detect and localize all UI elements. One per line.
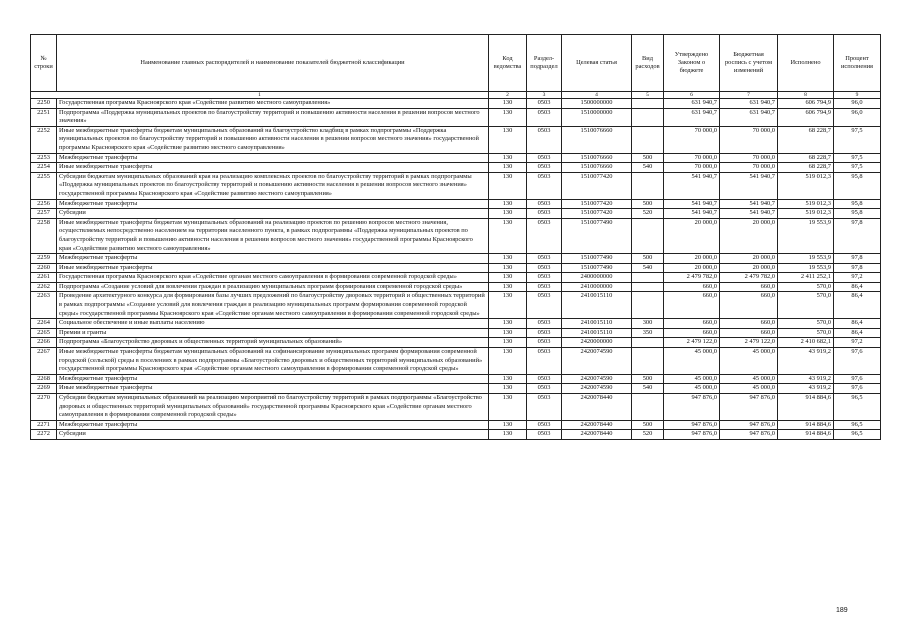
target-article: 1510076660: [562, 126, 632, 153]
table-row: [31, 338, 881, 348]
department-code: 130: [489, 99, 527, 109]
department-code: 130: [489, 394, 527, 421]
table-row: [31, 319, 881, 329]
table-row: [31, 273, 881, 283]
execution-percent: 97,8: [834, 254, 881, 264]
row-number: 2269: [31, 384, 57, 394]
section-code: 0503: [527, 394, 562, 421]
execution-percent: 95,8: [834, 199, 881, 209]
execution-percent: 97,8: [834, 218, 881, 253]
section-code: 0503: [527, 172, 562, 199]
execution-percent: 96,0: [834, 99, 881, 109]
expense-kind: 500: [632, 153, 664, 163]
header-schedule: Бюджетная роспись с учетом изменений: [720, 35, 778, 92]
schedule-amount: 660,0: [720, 328, 778, 338]
schedule-amount: 20 000,0: [720, 263, 778, 273]
schedule-amount: 20 000,0: [720, 254, 778, 264]
column-number: 3: [527, 92, 562, 99]
executed-amount: 19 553,9: [778, 263, 834, 273]
approved-amount: 20 000,0: [664, 263, 720, 273]
executed-amount: 570,0: [778, 292, 834, 319]
target-article: 2410000000: [562, 282, 632, 292]
execution-percent: 97,2: [834, 338, 881, 348]
table-row: [31, 199, 881, 209]
row-number: 2267: [31, 348, 57, 375]
approved-amount: 45 000,0: [664, 384, 720, 394]
target-article: 2420078440: [562, 394, 632, 421]
executed-amount: 519 012,3: [778, 209, 834, 219]
execution-percent: 86,4: [834, 292, 881, 319]
table-row: [31, 394, 881, 421]
row-name: Субсидии: [57, 430, 489, 440]
expense-kind: 500: [632, 420, 664, 430]
department-code: 130: [489, 348, 527, 375]
column-number-row: [31, 92, 881, 99]
approved-amount: 20 000,0: [664, 218, 720, 253]
schedule-amount: 631 940,7: [720, 108, 778, 126]
execution-percent: 97,5: [834, 163, 881, 173]
approved-amount: 20 000,0: [664, 254, 720, 264]
target-article: 2410015110: [562, 292, 632, 319]
header-percent: Процент исполнения: [834, 35, 881, 92]
row-name: Межбюджетные трансферты: [57, 199, 489, 209]
execution-percent: 86,4: [834, 328, 881, 338]
target-article: 1510077420: [562, 199, 632, 209]
row-name: Иные межбюджетные трансферты бюджетам муниципальных образований на благоустройство кладбищ в рамках подпрограммы «Поддержка муниципальных проектов по благоустройству территорий и повышению активности населения в решении вопросов местного значения» государственной программы Красноярского края «Содействие развитию местного самоуправления»: [57, 126, 489, 153]
row-name: Иные межбюджетные трансферты: [57, 384, 489, 394]
table-row: [31, 99, 881, 109]
section-code: 0503: [527, 209, 562, 219]
target-article: 1510077490: [562, 254, 632, 264]
approved-amount: 541 940,7: [664, 209, 720, 219]
column-number: 7: [720, 92, 778, 99]
expense-kind: 500: [632, 254, 664, 264]
schedule-amount: 2 479 782,0: [720, 273, 778, 283]
table-row: [31, 282, 881, 292]
row-number: 2255: [31, 172, 57, 199]
schedule-amount: 45 000,0: [720, 348, 778, 375]
column-number: 1: [31, 92, 489, 99]
row-name: Межбюджетные трансферты: [57, 374, 489, 384]
execution-percent: 97,6: [834, 384, 881, 394]
department-code: 130: [489, 319, 527, 329]
section-code: 0503: [527, 126, 562, 153]
approved-amount: 541 940,7: [664, 199, 720, 209]
execution-percent: 97,6: [834, 348, 881, 375]
section-code: 0503: [527, 254, 562, 264]
expense-kind: [632, 172, 664, 199]
expense-kind: [632, 99, 664, 109]
section-code: 0503: [527, 430, 562, 440]
schedule-amount: 541 940,7: [720, 199, 778, 209]
row-name: Иные межбюджетные трансферты: [57, 263, 489, 273]
row-name: Премии и гранты: [57, 328, 489, 338]
expense-kind: 300: [632, 319, 664, 329]
section-code: 0503: [527, 273, 562, 283]
row-number: 2258: [31, 218, 57, 253]
header-row: [31, 35, 881, 92]
approved-amount: 660,0: [664, 282, 720, 292]
department-code: 130: [489, 374, 527, 384]
table-row: [31, 254, 881, 264]
row-name: Государственная программа Красноярского края «Содействие органам местного самоуправления в формировании современной городской среды»: [57, 273, 489, 283]
execution-percent: 86,4: [834, 282, 881, 292]
expense-kind: 540: [632, 263, 664, 273]
section-code: 0503: [527, 99, 562, 109]
row-name: Проведение архитектурного конкурса для формирования базы лучших предложений по благоустройству дворовых территорий и общественных территорий в рамках подпрограммы «Создание условий для вовлечения граждан в реализацию муниципальных программ формирования современной городской среды» государственной программы Красноярского края «Содействие органам местного самоуправления в формировании современной городской среды»: [57, 292, 489, 319]
executed-amount: 19 553,9: [778, 254, 834, 264]
schedule-amount: 947 876,0: [720, 394, 778, 421]
schedule-amount: 631 940,7: [720, 99, 778, 109]
execution-percent: 97,8: [834, 263, 881, 273]
department-code: 130: [489, 172, 527, 199]
approved-amount: 631 940,7: [664, 99, 720, 109]
approved-amount: 947 876,0: [664, 420, 720, 430]
execution-percent: 97,6: [834, 374, 881, 384]
department-code: 130: [489, 199, 527, 209]
table-row: [31, 263, 881, 273]
table-row: [31, 430, 881, 440]
section-code: 0503: [527, 282, 562, 292]
section-code: 0503: [527, 153, 562, 163]
schedule-amount: 660,0: [720, 292, 778, 319]
target-article: 2420078440: [562, 420, 632, 430]
row-number: 2261: [31, 273, 57, 283]
row-number: 2266: [31, 338, 57, 348]
row-number: 2253: [31, 153, 57, 163]
target-article: 1500000000: [562, 99, 632, 109]
executed-amount: 19 553,9: [778, 218, 834, 253]
section-code: 0503: [527, 163, 562, 173]
column-number: 9: [834, 92, 881, 99]
row-name: Государственная программа Красноярского края «Содействие развитию местного самоуправления»: [57, 99, 489, 109]
schedule-amount: 2 479 122,0: [720, 338, 778, 348]
execution-percent: 97,5: [834, 153, 881, 163]
approved-amount: 70 000,0: [664, 163, 720, 173]
column-number: 6: [664, 92, 720, 99]
target-article: 2420074590: [562, 374, 632, 384]
expense-kind: [632, 126, 664, 153]
column-number: 8: [778, 92, 834, 99]
schedule-amount: 70 000,0: [720, 163, 778, 173]
department-code: 130: [489, 328, 527, 338]
approved-amount: 660,0: [664, 292, 720, 319]
row-number: 2252: [31, 126, 57, 153]
table-row: [31, 420, 881, 430]
department-code: 130: [489, 384, 527, 394]
schedule-amount: 947 876,0: [720, 420, 778, 430]
table-row: [31, 218, 881, 253]
expense-kind: 520: [632, 209, 664, 219]
column-number: 2: [489, 92, 527, 99]
row-number: 2262: [31, 282, 57, 292]
approved-amount: 45 000,0: [664, 374, 720, 384]
executed-amount: 43 919,2: [778, 348, 834, 375]
expense-kind: [632, 348, 664, 375]
executed-amount: 2 410 682,1: [778, 338, 834, 348]
target-article: 2420000000: [562, 338, 632, 348]
section-code: 0503: [527, 218, 562, 253]
executed-amount: 606 794,9: [778, 108, 834, 126]
row-number: 2260: [31, 263, 57, 273]
executed-amount: 68 228,7: [778, 153, 834, 163]
expense-kind: 520: [632, 430, 664, 440]
budget-execution-table: [30, 34, 881, 440]
row-name: Субсидии бюджетам муниципальных образований на реализацию мероприятий по благоустройству территорий в рамках подпрограммы «Благоустройство дворовых и общественных территорий муниципальных образований» государственной программы Красноярского края «Содействие органам местного самоуправления в формировании современной городской среды»: [57, 394, 489, 421]
table-row: [31, 384, 881, 394]
row-name: Межбюджетные трансферты: [57, 254, 489, 264]
expense-kind: [632, 338, 664, 348]
table-row: [31, 292, 881, 319]
executed-amount: 68 228,7: [778, 126, 834, 153]
section-code: 0503: [527, 319, 562, 329]
schedule-amount: 70 000,0: [720, 153, 778, 163]
page-number: 189: [836, 607, 848, 614]
executed-amount: 519 012,3: [778, 199, 834, 209]
target-article: 1510077420: [562, 172, 632, 199]
department-code: 130: [489, 292, 527, 319]
department-code: 130: [489, 420, 527, 430]
header-section: Раздел-подраздел: [527, 35, 562, 92]
table-row: [31, 209, 881, 219]
row-name: Субсидии бюджетам муниципальных образований края на реализацию комплексных проектов по благоустройству территорий в рамках подпрограммы «Поддержка муниципальных проектов по благоустройству территорий и повышению активности населения в решении вопросов местного значения» государственной программы Красноярского края «Содействие развитию местного самоуправления»: [57, 172, 489, 199]
schedule-amount: 70 000,0: [720, 126, 778, 153]
executed-amount: 570,0: [778, 319, 834, 329]
expense-kind: 500: [632, 199, 664, 209]
executed-amount: 570,0: [778, 282, 834, 292]
header-target-article: Целевая статья: [562, 35, 632, 92]
execution-percent: 95,8: [834, 172, 881, 199]
target-article: 1510076660: [562, 163, 632, 173]
table-row: [31, 348, 881, 375]
expense-kind: [632, 292, 664, 319]
header-expense-kind: Вид расходов: [632, 35, 664, 92]
department-code: 130: [489, 430, 527, 440]
approved-amount: 947 876,0: [664, 430, 720, 440]
row-name: Субсидии: [57, 209, 489, 219]
row-name: Иные межбюджетные трансферты бюджетам муниципальных образований на софинансирование муниципальных программ формирования современной городской (сельской) среды в поселениях в рамках подпрограммы «Благоустройство дворовых и общественных территорий муниципальных образований» государственной программы Красноярского края «Содействие органам местного самоуправления в формировании современной городской среды»: [57, 348, 489, 375]
executed-amount: 2 411 252,1: [778, 273, 834, 283]
row-number: 2270: [31, 394, 57, 421]
department-code: 130: [489, 263, 527, 273]
target-article: 2420074590: [562, 384, 632, 394]
executed-amount: 43 919,2: [778, 374, 834, 384]
section-code: 0503: [527, 384, 562, 394]
target-article: 2420078440: [562, 430, 632, 440]
row-number: 2250: [31, 99, 57, 109]
target-article: 1510000000: [562, 108, 632, 126]
executed-amount: 914 884,6: [778, 394, 834, 421]
header-department-code: Код ведомства: [489, 35, 527, 92]
section-code: 0503: [527, 328, 562, 338]
schedule-amount: 660,0: [720, 282, 778, 292]
row-number: 2272: [31, 430, 57, 440]
schedule-amount: 541 940,7: [720, 172, 778, 199]
row-name: Подпрограмма «Создание условий для вовлечения граждан в реализацию муниципальных программ формирования современной городской среды»: [57, 282, 489, 292]
execution-percent: 96,5: [834, 394, 881, 421]
schedule-amount: 541 940,7: [720, 209, 778, 219]
table-row: [31, 172, 881, 199]
target-article: 2410015110: [562, 319, 632, 329]
header-name: Наименование главных распорядителей и наименование показателей бюджетной классификации: [57, 35, 489, 92]
expense-kind: 350: [632, 328, 664, 338]
row-name: Иные межбюджетные трансферты бюджетам муниципальных образований на реализацию проектов по решению вопросов местного значения, осуществляемых непосредственно населением на территории населенного пункта, в рамках подпрограммы «Поддержка муниципальных проектов по благоустройству территорий и повышению активности населения в решении вопросов местного значения» государственной программы Красноярского края «Содействие развитию местного самоуправления»: [57, 218, 489, 253]
approved-amount: 70 000,0: [664, 153, 720, 163]
table-row: [31, 163, 881, 173]
approved-amount: 541 940,7: [664, 172, 720, 199]
table-row: [31, 328, 881, 338]
approved-amount: 2 479 782,0: [664, 273, 720, 283]
row-number: 2254: [31, 163, 57, 173]
executed-amount: 519 012,3: [778, 172, 834, 199]
department-code: 130: [489, 338, 527, 348]
executed-amount: 68 228,7: [778, 163, 834, 173]
section-code: 0503: [527, 292, 562, 319]
expense-kind: 500: [632, 374, 664, 384]
expense-kind: 540: [632, 384, 664, 394]
approved-amount: 660,0: [664, 319, 720, 329]
department-code: 130: [489, 209, 527, 219]
target-article: 2420074590: [562, 348, 632, 375]
target-article: 2400000000: [562, 273, 632, 283]
header-row-number: № строки: [31, 35, 57, 92]
approved-amount: 45 000,0: [664, 348, 720, 375]
table-row: [31, 126, 881, 153]
department-code: 130: [489, 282, 527, 292]
row-name: Межбюджетные трансферты: [57, 420, 489, 430]
target-article: 1510077420: [562, 209, 632, 219]
schedule-amount: 45 000,0: [720, 374, 778, 384]
row-number: 2268: [31, 374, 57, 384]
table-row: [31, 374, 881, 384]
execution-percent: 96,5: [834, 420, 881, 430]
target-article: 1510077490: [562, 218, 632, 253]
department-code: 130: [489, 163, 527, 173]
department-code: 130: [489, 153, 527, 163]
execution-percent: 95,8: [834, 209, 881, 219]
section-code: 0503: [527, 338, 562, 348]
row-name: Социальное обеспечение и иные выплаты населению: [57, 319, 489, 329]
target-article: 1510077490: [562, 263, 632, 273]
schedule-amount: 947 876,0: [720, 430, 778, 440]
department-code: 130: [489, 254, 527, 264]
execution-percent: 96,0: [834, 108, 881, 126]
table-row: [31, 153, 881, 163]
column-number: 5: [632, 92, 664, 99]
schedule-amount: 660,0: [720, 319, 778, 329]
target-article: 1510076660: [562, 153, 632, 163]
approved-amount: 947 876,0: [664, 394, 720, 421]
row-number: 2256: [31, 199, 57, 209]
table-row: [31, 108, 881, 126]
row-number: 2263: [31, 292, 57, 319]
execution-percent: 86,4: [834, 319, 881, 329]
table-body: [31, 99, 881, 440]
header-approved: Утверждено Законом о бюджете: [664, 35, 720, 92]
executed-amount: 914 884,6: [778, 430, 834, 440]
expense-kind: [632, 273, 664, 283]
department-code: 130: [489, 218, 527, 253]
section-code: 0503: [527, 348, 562, 375]
section-code: 0503: [527, 263, 562, 273]
executed-amount: 43 919,2: [778, 384, 834, 394]
column-number: 4: [562, 92, 632, 99]
row-number: 2271: [31, 420, 57, 430]
expense-kind: [632, 282, 664, 292]
schedule-amount: 20 000,0: [720, 218, 778, 253]
row-name: Подпрограмма «Поддержка муниципальных проектов по благоустройству территорий и повышению активности населения в решении вопросов местного значения»: [57, 108, 489, 126]
executed-amount: 570,0: [778, 328, 834, 338]
approved-amount: 2 479 122,0: [664, 338, 720, 348]
expense-kind: 540: [632, 163, 664, 173]
section-code: 0503: [527, 374, 562, 384]
row-number: 2264: [31, 319, 57, 329]
header-executed: Исполнено: [778, 35, 834, 92]
section-code: 0503: [527, 420, 562, 430]
approved-amount: 70 000,0: [664, 126, 720, 153]
expense-kind: [632, 108, 664, 126]
department-code: 130: [489, 126, 527, 153]
approved-amount: 631 940,7: [664, 108, 720, 126]
execution-percent: 96,5: [834, 430, 881, 440]
row-number: 2257: [31, 209, 57, 219]
approved-amount: 660,0: [664, 328, 720, 338]
row-name: Межбюджетные трансферты: [57, 153, 489, 163]
schedule-amount: 45 000,0: [720, 384, 778, 394]
executed-amount: 606 794,9: [778, 99, 834, 109]
section-code: 0503: [527, 199, 562, 209]
row-number: 2265: [31, 328, 57, 338]
expense-kind: [632, 394, 664, 421]
execution-percent: 97,2: [834, 273, 881, 283]
row-name: Иные межбюджетные трансферты: [57, 163, 489, 173]
section-code: 0503: [527, 108, 562, 126]
row-number: 2251: [31, 108, 57, 126]
row-number: 2259: [31, 254, 57, 264]
executed-amount: 914 884,6: [778, 420, 834, 430]
execution-percent: 97,5: [834, 126, 881, 153]
expense-kind: [632, 218, 664, 253]
department-code: 130: [489, 273, 527, 283]
department-code: 130: [489, 108, 527, 126]
row-name: Подпрограмма «Благоустройство дворовых и общественных территорий муниципальных образований»: [57, 338, 489, 348]
target-article: 2410015110: [562, 328, 632, 338]
